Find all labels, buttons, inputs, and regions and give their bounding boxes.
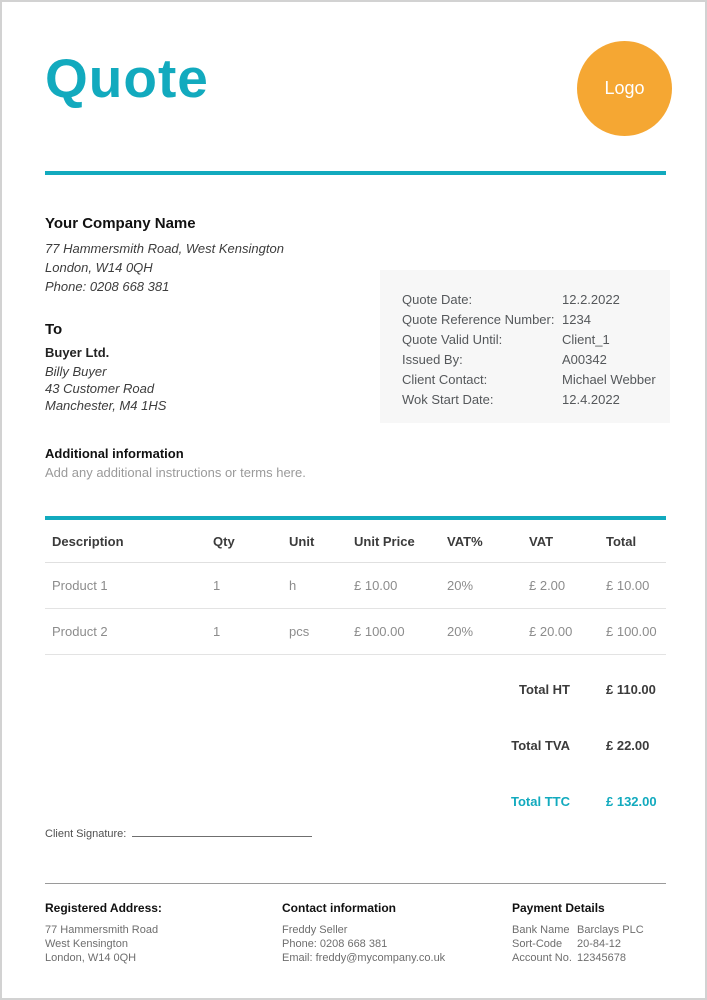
cell-vat: £ 2.00 bbox=[529, 578, 566, 593]
header-divider bbox=[45, 171, 666, 175]
contact-information-heading: Contact information bbox=[282, 901, 396, 915]
recipient-name: Buyer Ltd. bbox=[45, 345, 110, 360]
page-title: Quote bbox=[45, 47, 209, 109]
payment-detail-value: 12345678 bbox=[577, 952, 626, 964]
column-header-total: Total bbox=[606, 534, 637, 549]
logo-text: Logo bbox=[604, 78, 645, 98]
additional-information-text: Add any additional instructions or terms here. bbox=[45, 465, 306, 480]
contact-information-lines bbox=[282, 923, 512, 965]
quote-detail-row bbox=[402, 370, 660, 390]
total-row bbox=[45, 780, 666, 823]
payment-details-heading: Payment Details bbox=[512, 901, 605, 915]
total-label: Total HT bbox=[518, 682, 570, 697]
total-row bbox=[45, 668, 666, 711]
company-address-line: Phone: 0208 668 381 bbox=[45, 279, 170, 294]
payment-detail-value: Barclays PLC bbox=[577, 924, 644, 936]
quote-detail-value: 12.2.2022 bbox=[562, 292, 620, 307]
contact-information-line: Phone: 0208 668 381 bbox=[282, 938, 388, 950]
cell-unit-price: £ 10.00 bbox=[354, 578, 398, 593]
registered-address-line: London, W14 0QH bbox=[45, 952, 137, 964]
column-header-unit-price: Unit Price bbox=[354, 534, 415, 549]
quote-detail-row bbox=[402, 310, 660, 330]
cell-description: Product 2 bbox=[52, 624, 108, 639]
cell-vat-percent: 20% bbox=[447, 624, 474, 639]
quote-detail-label: Issued By: bbox=[402, 352, 463, 367]
cell-qty: 1 bbox=[213, 624, 221, 639]
table-row bbox=[45, 609, 666, 655]
quote-detail-value: 12.4.2022 bbox=[562, 392, 620, 407]
quote-detail-value: Michael Webber bbox=[562, 372, 656, 387]
column-header-unit: Unit bbox=[289, 534, 315, 549]
registered-address-heading: Registered Address: bbox=[45, 901, 162, 915]
cell-total: £ 10.00 bbox=[606, 578, 650, 593]
quote-details-box bbox=[380, 270, 670, 423]
additional-information-heading: Additional information bbox=[45, 446, 184, 461]
quote-detail-label: Quote Valid Until: bbox=[402, 332, 503, 347]
total-label: Total TVA bbox=[511, 738, 570, 753]
footer-contact-information bbox=[282, 901, 512, 965]
cell-qty: 1 bbox=[213, 578, 221, 593]
total-row bbox=[45, 724, 666, 767]
payment-detail-label: Bank Name bbox=[512, 924, 570, 936]
contact-information-line: Email: freddy@mycompany.co.uk bbox=[282, 952, 446, 964]
payment-detail-value: 20-84-12 bbox=[577, 938, 622, 950]
company-info bbox=[45, 215, 284, 296]
quote-detail-value: Client_1 bbox=[562, 332, 610, 347]
payment-detail-row bbox=[512, 923, 666, 937]
cell-unit: pcs bbox=[289, 624, 310, 639]
quote-detail-value: A00342 bbox=[562, 352, 607, 367]
quote-detail-row bbox=[402, 330, 660, 350]
cell-total: £ 100.00 bbox=[606, 624, 657, 639]
registered-address-line: West Kensington bbox=[45, 938, 128, 950]
recipient-address-line: Manchester, M4 1HS bbox=[45, 398, 167, 413]
quote-detail-row bbox=[402, 390, 660, 410]
registered-address-lines bbox=[45, 923, 282, 965]
additional-information bbox=[45, 446, 306, 480]
column-header-qty: Qty bbox=[213, 534, 235, 549]
quote-detail-label: Quote Reference Number: bbox=[402, 312, 555, 327]
footer bbox=[45, 883, 666, 965]
payment-detail-row bbox=[512, 951, 666, 965]
quote-detail-label: Quote Date: bbox=[402, 292, 473, 307]
payment-details-rows bbox=[512, 923, 666, 965]
company-logo bbox=[577, 41, 672, 136]
contact-information-line: Freddy Seller bbox=[282, 924, 348, 936]
payment-detail-row bbox=[512, 937, 666, 951]
items-table-header bbox=[45, 520, 666, 563]
cell-vat: £ 20.00 bbox=[529, 624, 573, 639]
quote-detail-value: 1234 bbox=[562, 312, 591, 327]
company-address-line: 77 Hammersmith Road, West Kensington bbox=[45, 241, 284, 256]
recipient-address-line: 43 Customer Road bbox=[45, 381, 155, 396]
client-signature-label: Client Signature: bbox=[45, 828, 127, 840]
quote-detail-label: Client Contact: bbox=[402, 372, 488, 387]
registered-address-line: 77 Hammersmith Road bbox=[45, 924, 159, 936]
recipient-heading: To bbox=[45, 321, 63, 338]
cell-unit-price: £ 100.00 bbox=[354, 624, 405, 639]
quote-detail-row bbox=[402, 290, 660, 310]
company-address-line: London, W14 0QH bbox=[45, 260, 153, 275]
items-table-body bbox=[45, 563, 666, 655]
cell-vat-percent: 20% bbox=[447, 578, 474, 593]
company-name: Your Company Name bbox=[45, 215, 196, 232]
column-header-vat-percent: VAT% bbox=[447, 534, 483, 549]
total-value: £ 132.00 bbox=[606, 794, 657, 809]
column-header-description: Description bbox=[52, 534, 124, 549]
payment-detail-label: Sort-Code bbox=[512, 938, 563, 950]
recipient-info bbox=[45, 321, 166, 414]
footer-registered-address bbox=[45, 901, 282, 965]
recipient-address bbox=[45, 363, 166, 414]
signature-line[interactable] bbox=[132, 827, 312, 837]
items-table bbox=[45, 516, 666, 823]
footer-payment-details bbox=[512, 901, 666, 965]
cell-unit: h bbox=[289, 578, 297, 593]
total-value: £ 110.00 bbox=[606, 682, 656, 697]
total-label: Total TTC bbox=[511, 794, 570, 809]
recipient-address-line: Billy Buyer bbox=[45, 364, 107, 379]
quote-detail-label: Wok Start Date: bbox=[402, 392, 494, 407]
column-header-vat: VAT bbox=[529, 534, 554, 549]
client-signature bbox=[45, 827, 312, 840]
total-value: £ 22.00 bbox=[606, 738, 650, 753]
cell-description: Product 1 bbox=[52, 578, 108, 593]
totals-section bbox=[45, 668, 666, 823]
payment-detail-label: Account No. bbox=[512, 952, 572, 964]
quote-detail-row bbox=[402, 350, 660, 370]
table-row bbox=[45, 563, 666, 609]
company-address bbox=[45, 239, 284, 296]
